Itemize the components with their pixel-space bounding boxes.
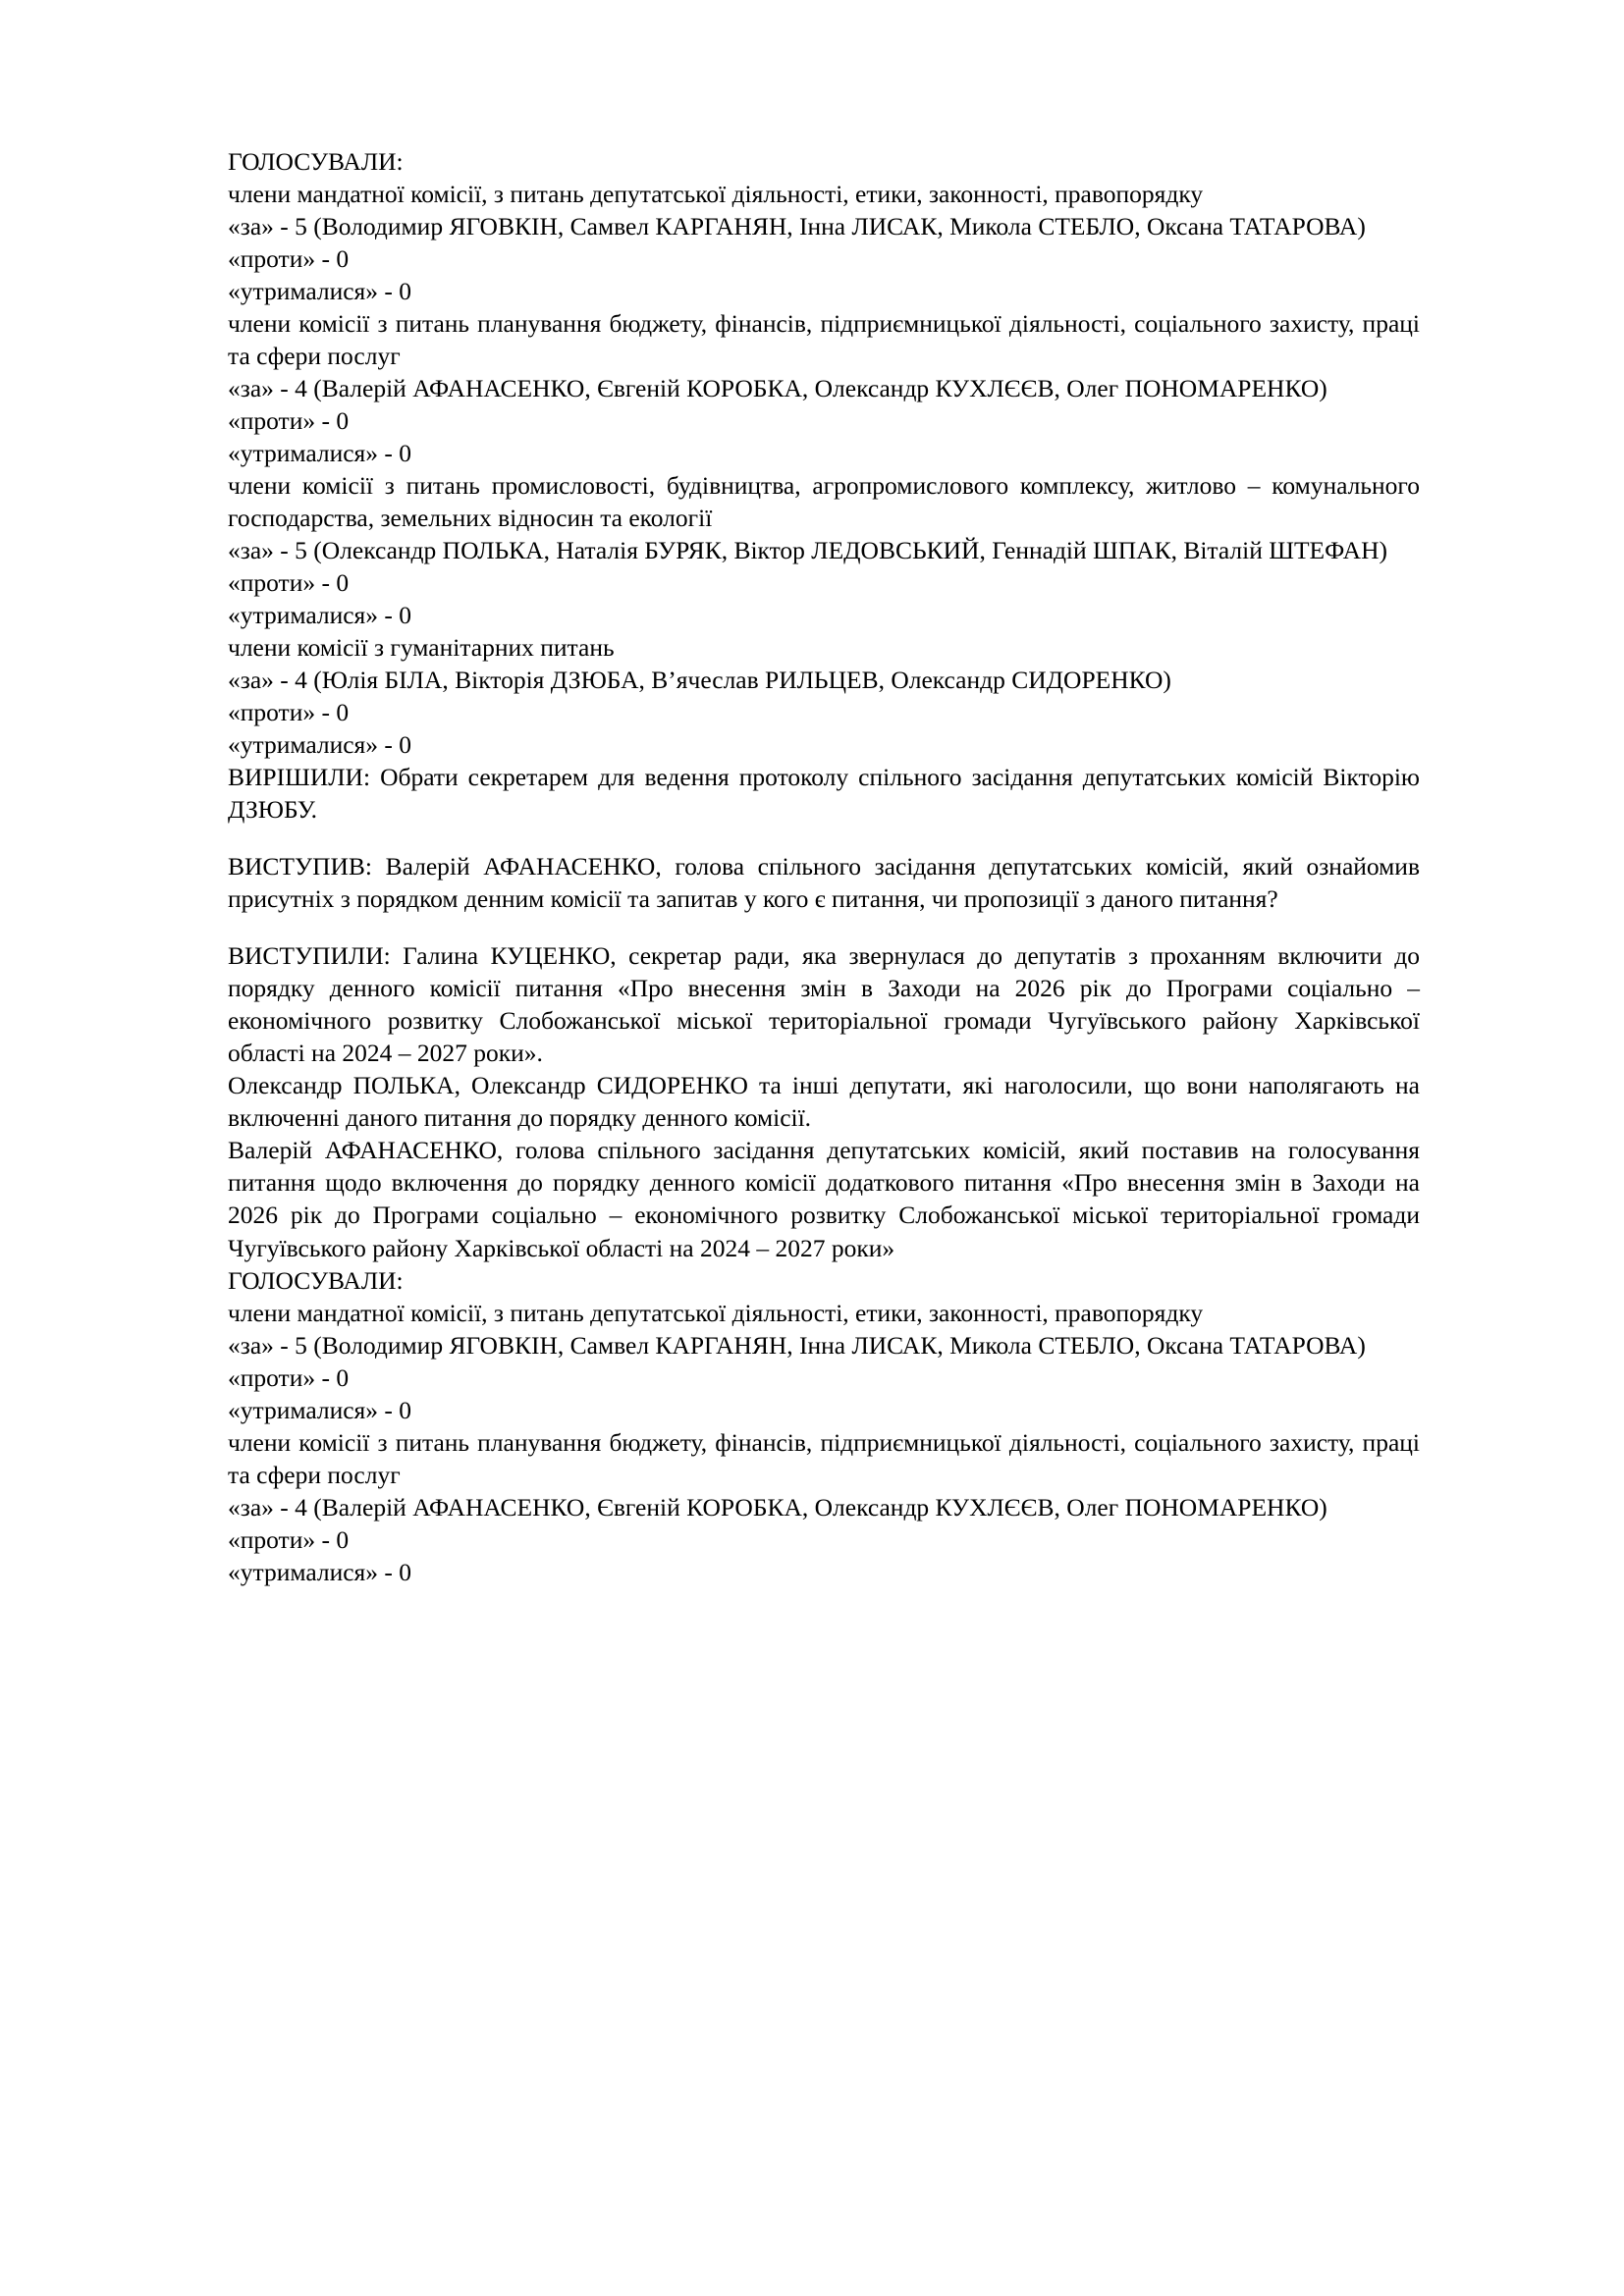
humanitarian-abstained-votes-1: «утрималися» - 0 [228,730,412,760]
speaker-afanasenko-vote-proposal: Валерій АФАНАСЕНКО, голова спільного засідання депутатських комісій, який поставив на голосування питання щодо включення до порядку денного комісії додаткового питання «Про внесення змін в Заходи на 2026 рік до Програми соціально – економічного розвитку Слобожанської міської територіальної громади Чугуївського району Харківської області на 2024 – 2027 роки» [228,1136,1420,1262]
humanitarian-for-votes-1: «за» - 4 (Юлія БІЛА, Вікторія ДЗЮБА, В’ячеслав РИЛЬЦЕВ, Олександр СИДОРЕНКО) [228,666,1171,695]
industry-abstained-votes-1: «утрималися» - 0 [228,601,412,630]
paragraph-spacer-2 [228,915,1420,939]
industry-against-votes-1: «проти» - 0 [228,568,350,598]
industry-for-votes-1: «за» - 5 (Олександр ПОЛЬКА, Наталія БУРЯК, Віктор ЛЕДОВСЬКИЙ, Геннадій ШПАК, Віталій ШТЕФАН) [228,536,1387,565]
mandate-commission-members-2: члени мандатної комісії, з питань депутатської діяльності, етики, законності, правопорядку [228,1298,1204,1327]
mandate-abstained-votes-2: «утрималися» - 0 [228,1395,412,1424]
mandate-for-votes-2: «за» - 5 (Володимир ЯГОВКІН, Самвел КАРГАНЯН, Інна ЛИСАК, Микола СТЕБЛО, Оксана ТАТАРОВА) [228,1330,1366,1360]
budget-abstained-votes-1: «утрималися» - 0 [228,439,412,468]
mandate-commission-members-1: члени мандатної комісії, з питань депутатської діяльності, етики, законності, правопорядку [228,180,1204,209]
document-text-body [228,145,1420,1588]
budget-commission-members-2: члени комісії з питань планування бюджету, фінансів, підприємницької діяльності, соціального захисту, праці та сфери послуг [228,1427,1420,1489]
humanitarian-against-votes-1: «проти» - 0 [228,698,350,727]
industry-commission-members-1: члени комісії з питань промисловості, будівництва, агропромислового комплексу, житлово – комунального господарства, земельних відносин та екології [228,471,1420,533]
budget-commission-members-1: члени комісії з питань планування бюджету, фінансів, підприємницької діяльності, соціального захисту, праці та сфери послуг [228,309,1420,371]
mandate-against-votes-1: «проти» - 0 [228,244,350,274]
mandate-abstained-votes-1: «утрималися» - 0 [228,277,412,306]
mandate-against-votes-2: «проти» - 0 [228,1362,350,1392]
humanitarian-commission-members-1: члени комісії з гуманітарних питань [228,633,615,663]
speakers-kutsenko: ВИСТУПИЛИ: Галина КУЦЕНКО, секретар ради, яка звернулася до депутатів з проханням включити до порядку денного комісії питання «Про внесення змін в Заходи на 2026 рік до Програми соціально – економічного розвитку Слобожанської міської територіальної громади Чугуївського району Харківської області на 2024 – 2027 роки». [228,941,1420,1068]
speaker-afanasenko-agenda: ВИСТУПИВ: Валерій АФАНАСЕНКО, голова спільного засідання депутатських комісій, який ознайомив присутніх з порядком денним комісії та запитав у кого є питання, чи пропозиції з даного питання? [228,852,1420,914]
budget-for-votes-1: «за» - 4 (Валерій АФАНАСЕНКО, Євгеній КОРОБКА, Олександр КУХЛЄЄВ, Олег ПОНОМАРЕНКО) [228,374,1327,403]
budget-for-votes-2: «за» - 4 (Валерій АФАНАСЕНКО, Євгеній КОРОБКА, Олександр КУХЛЄЄВ, Олег ПОНОМАРЕНКО) [228,1492,1327,1522]
budget-against-votes-2: «проти» - 0 [228,1524,350,1554]
decided-secretary: ВИРІШИЛИ: Обрати секретарем для ведення протоколу спільного засідання депутатських комісій Вікторію ДЗЮБУ. [228,763,1420,825]
paragraph-spacer-1 [228,826,1420,850]
mandate-for-votes-1: «за» - 5 (Володимир ЯГОВКІН, Самвел КАРГАНЯН, Інна ЛИСАК, Микола СТЕБЛО, Оксана ТАТАРОВА) [228,212,1366,241]
budget-against-votes-1: «проти» - 0 [228,406,350,436]
voted-heading-1: ГОЛОСУВАЛИ: [228,147,404,176]
speakers-polka-sydorenko: Олександр ПОЛЬКА, Олександр СИДОРЕНКО та інші депутати, які наголосили, що вони наполягають на включенні даного питання до порядку денного комісії. [228,1071,1420,1133]
voted-heading-2: ГОЛОСУВАЛИ: [228,1265,404,1295]
budget-abstained-votes-2: «утрималися» - 0 [228,1557,412,1586]
